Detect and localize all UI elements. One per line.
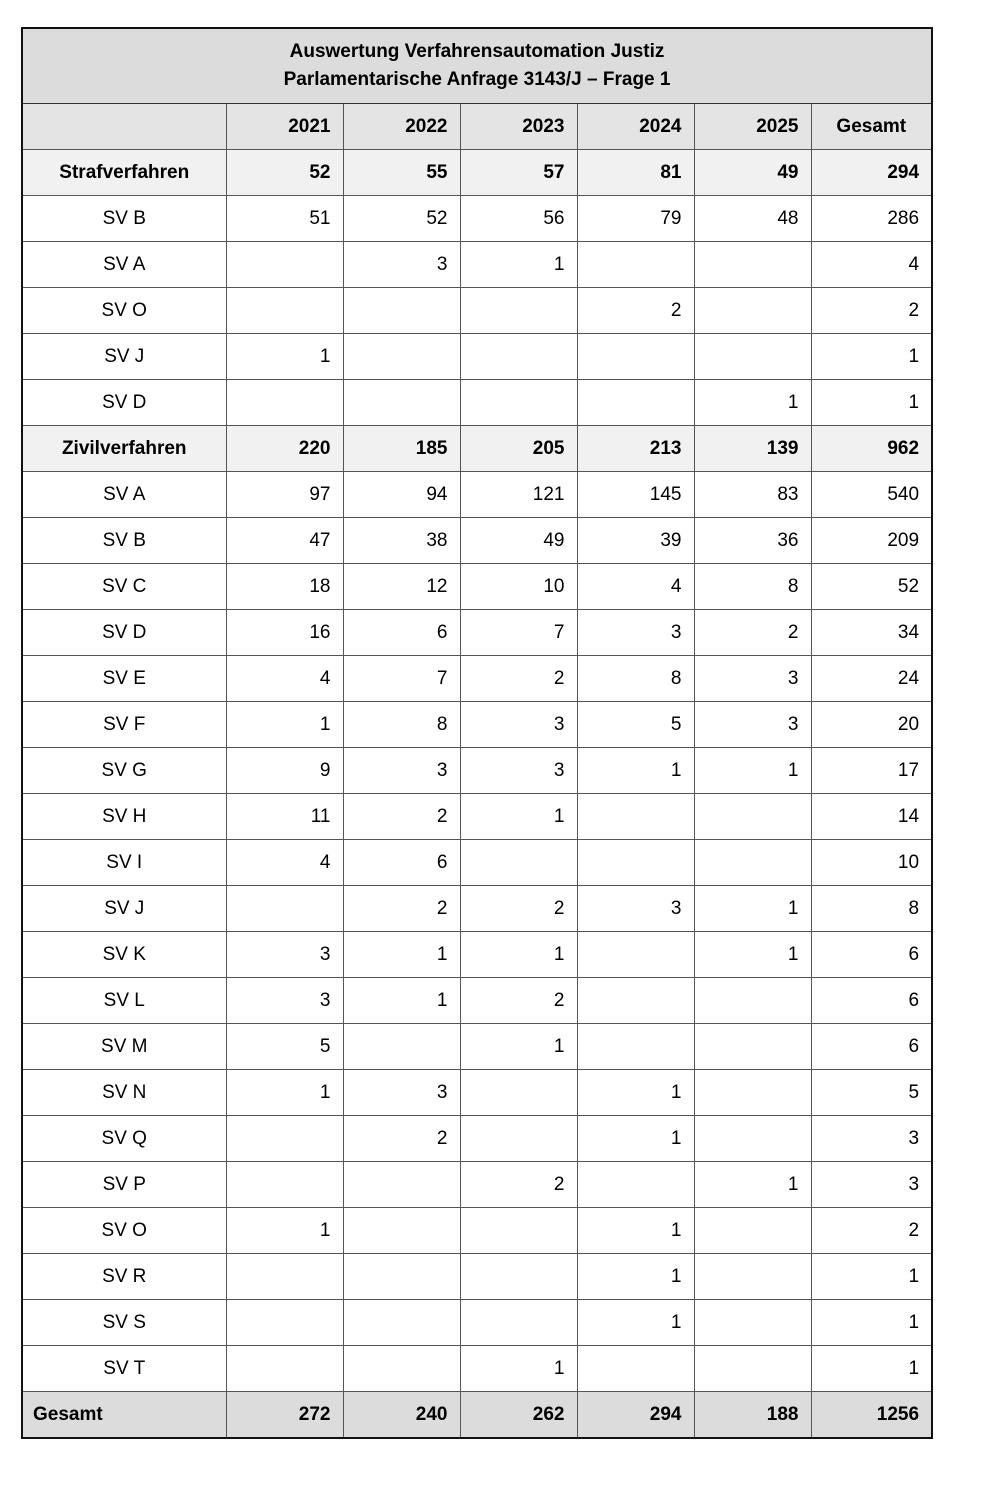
cell-2022: 55 (343, 150, 460, 196)
title-row (22, 28, 932, 104)
row-label: SV I (22, 840, 226, 886)
cell-2024 (577, 242, 694, 288)
cell-2023: 1 (460, 1024, 577, 1070)
cell-2024: 5 (577, 702, 694, 748)
cell-2021 (226, 1162, 343, 1208)
cell-2021: 16 (226, 610, 343, 656)
row-label: SV P (22, 1162, 226, 1208)
cell-2023: 2 (460, 978, 577, 1024)
cell-2023 (460, 288, 577, 334)
row-label: SV B (22, 518, 226, 564)
cell-gesamt: 2 (811, 288, 932, 334)
table-row (22, 932, 932, 978)
cell-2022 (343, 1254, 460, 1300)
cell-2023: 3 (460, 748, 577, 794)
cell-2022: 94 (343, 472, 460, 518)
cell-2022 (343, 1346, 460, 1392)
cell-2024: 3 (577, 610, 694, 656)
cell-2025: 139 (694, 426, 811, 472)
cell-gesamt: 2 (811, 1208, 932, 1254)
title-line-1: Auswertung Verfahrensautomation Justiz (289, 41, 665, 62)
cell-2022 (343, 1208, 460, 1254)
table-row (22, 656, 932, 702)
cell-2025 (694, 1116, 811, 1162)
cell-gesamt: 962 (811, 426, 932, 472)
cell-2022: 1 (343, 932, 460, 978)
cell-gesamt: 34 (811, 610, 932, 656)
cell-2024: 8 (577, 656, 694, 702)
cell-gesamt: 1 (811, 1254, 932, 1300)
cell-2021: 1 (226, 334, 343, 380)
cell-2025 (694, 242, 811, 288)
cell-2025: 1 (694, 1162, 811, 1208)
cell-2023: 1 (460, 794, 577, 840)
cell-2023: 7 (460, 610, 577, 656)
cell-2025 (694, 794, 811, 840)
group-label: Zivilverfahren (22, 426, 226, 472)
cell-2021: 18 (226, 564, 343, 610)
cell-2025 (694, 1300, 811, 1346)
cell-2024: 1 (577, 1208, 694, 1254)
cell-2024 (577, 1024, 694, 1070)
row-label: SV C (22, 564, 226, 610)
cell-2021: 4 (226, 840, 343, 886)
cell-2023: 1 (460, 932, 577, 978)
total-label: Gesamt (22, 1392, 226, 1439)
cell-gesamt: 209 (811, 518, 932, 564)
cell-2024: 39 (577, 518, 694, 564)
cell-2025 (694, 1346, 811, 1392)
cell-2024 (577, 978, 694, 1024)
cell-2021: 47 (226, 518, 343, 564)
cell-2022: 1 (343, 978, 460, 1024)
cell-2024 (577, 794, 694, 840)
table-body (22, 150, 932, 1392)
total-cell-2024: 294 (577, 1392, 694, 1439)
table-row (22, 610, 932, 656)
cell-2023: 49 (460, 518, 577, 564)
table-row (22, 242, 932, 288)
cell-2021 (226, 1116, 343, 1162)
cell-gesamt: 52 (811, 564, 932, 610)
cell-gesamt: 1 (811, 334, 932, 380)
row-label: SV M (22, 1024, 226, 1070)
cell-2021: 1 (226, 1070, 343, 1116)
table-row (22, 564, 932, 610)
total-cell-gesamt: 1256 (811, 1392, 932, 1439)
cell-2021 (226, 1346, 343, 1392)
cell-2025: 49 (694, 150, 811, 196)
cell-2024: 145 (577, 472, 694, 518)
cell-2025 (694, 1208, 811, 1254)
cell-2022: 8 (343, 702, 460, 748)
cell-2021: 4 (226, 656, 343, 702)
cell-gesamt: 14 (811, 794, 932, 840)
cell-2023: 2 (460, 1162, 577, 1208)
cell-2024: 1 (577, 1116, 694, 1162)
cell-2025 (694, 1070, 811, 1116)
header-cell-label (22, 104, 226, 150)
cell-2021 (226, 1254, 343, 1300)
row-label: SV J (22, 886, 226, 932)
row-label: SV D (22, 610, 226, 656)
row-label: SV D (22, 380, 226, 426)
cell-2023: 205 (460, 426, 577, 472)
cell-2024: 3 (577, 886, 694, 932)
cell-gesamt: 294 (811, 150, 932, 196)
header-cell-2023: 2023 (460, 104, 577, 150)
header-cell-2024: 2024 (577, 104, 694, 150)
cell-2022 (343, 1300, 460, 1346)
cell-2025: 1 (694, 886, 811, 932)
cell-2022: 3 (343, 748, 460, 794)
header-cell-gesamt: Gesamt (811, 104, 932, 150)
total-row (22, 1392, 932, 1439)
cell-2022: 52 (343, 196, 460, 242)
cell-2023 (460, 1254, 577, 1300)
cell-2023 (460, 1116, 577, 1162)
cell-2022: 6 (343, 840, 460, 886)
table-row (22, 840, 932, 886)
table-row (22, 1162, 932, 1208)
table-row (22, 886, 932, 932)
table-row (22, 380, 932, 426)
cell-2022: 3 (343, 242, 460, 288)
report-table (21, 27, 933, 1439)
cell-2023 (460, 1300, 577, 1346)
cell-2024 (577, 334, 694, 380)
cell-2025 (694, 1024, 811, 1070)
cell-2025: 2 (694, 610, 811, 656)
total-cell-2025: 188 (694, 1392, 811, 1439)
cell-2021 (226, 380, 343, 426)
row-label: SV J (22, 334, 226, 380)
cell-gesamt: 5 (811, 1070, 932, 1116)
cell-2024 (577, 1346, 694, 1392)
cell-gesamt: 17 (811, 748, 932, 794)
header-cell-2022: 2022 (343, 104, 460, 150)
cell-2021: 97 (226, 472, 343, 518)
row-label: SV H (22, 794, 226, 840)
cell-2023: 2 (460, 656, 577, 702)
cell-gesamt: 1 (811, 1300, 932, 1346)
table-row (22, 1300, 932, 1346)
cell-2021: 3 (226, 978, 343, 1024)
report-table-container (21, 27, 931, 1439)
cell-2025: 48 (694, 196, 811, 242)
table-row (22, 196, 932, 242)
cell-2022: 12 (343, 564, 460, 610)
cell-2021: 51 (226, 196, 343, 242)
cell-gesamt: 540 (811, 472, 932, 518)
group-row (22, 150, 932, 196)
table-row (22, 1070, 932, 1116)
cell-2022 (343, 334, 460, 380)
cell-2023: 1 (460, 1346, 577, 1392)
cell-2024 (577, 1162, 694, 1208)
cell-gesamt: 6 (811, 1024, 932, 1070)
cell-gesamt: 6 (811, 932, 932, 978)
table-row (22, 1024, 932, 1070)
cell-2021 (226, 1300, 343, 1346)
cell-2025: 3 (694, 656, 811, 702)
row-label: SV T (22, 1346, 226, 1392)
cell-2024: 1 (577, 1254, 694, 1300)
cell-2021: 5 (226, 1024, 343, 1070)
cell-2021: 52 (226, 150, 343, 196)
cell-2025: 8 (694, 564, 811, 610)
cell-2025: 3 (694, 702, 811, 748)
group-row (22, 426, 932, 472)
cell-2023: 10 (460, 564, 577, 610)
cell-2022 (343, 288, 460, 334)
cell-2023: 56 (460, 196, 577, 242)
cell-2024: 213 (577, 426, 694, 472)
cell-2021: 1 (226, 1208, 343, 1254)
cell-2024: 1 (577, 1300, 694, 1346)
row-label: SV G (22, 748, 226, 794)
table-title (22, 28, 932, 104)
cell-gesamt: 6 (811, 978, 932, 1024)
cell-gesamt: 4 (811, 242, 932, 288)
cell-2025 (694, 978, 811, 1024)
cell-gesamt: 8 (811, 886, 932, 932)
row-label: SV Q (22, 1116, 226, 1162)
total-cell-2021: 272 (226, 1392, 343, 1439)
cell-2023 (460, 334, 577, 380)
table-row (22, 288, 932, 334)
cell-gesamt: 1 (811, 380, 932, 426)
cell-2022: 2 (343, 1116, 460, 1162)
cell-2022 (343, 1024, 460, 1070)
cell-2025: 1 (694, 932, 811, 978)
cell-2021 (226, 288, 343, 334)
table-row (22, 1208, 932, 1254)
cell-2023: 3 (460, 702, 577, 748)
cell-2023: 1 (460, 242, 577, 288)
cell-2024 (577, 840, 694, 886)
group-label: Strafverfahren (22, 150, 226, 196)
table-row (22, 748, 932, 794)
cell-2022: 7 (343, 656, 460, 702)
total-cell-2022: 240 (343, 1392, 460, 1439)
cell-2025 (694, 288, 811, 334)
cell-2023 (460, 840, 577, 886)
cell-2023 (460, 1208, 577, 1254)
cell-gesamt: 3 (811, 1162, 932, 1208)
cell-gesamt: 1 (811, 1346, 932, 1392)
cell-2021 (226, 242, 343, 288)
cell-2022: 3 (343, 1070, 460, 1116)
cell-gesamt: 10 (811, 840, 932, 886)
cell-2025: 36 (694, 518, 811, 564)
cell-2023 (460, 380, 577, 426)
cell-gesamt: 286 (811, 196, 932, 242)
cell-2025 (694, 334, 811, 380)
total-cell-2023: 262 (460, 1392, 577, 1439)
cell-2022: 185 (343, 426, 460, 472)
row-label: SV A (22, 472, 226, 518)
cell-2023: 2 (460, 886, 577, 932)
cell-2022: 2 (343, 794, 460, 840)
cell-2025: 1 (694, 748, 811, 794)
cell-2021: 220 (226, 426, 343, 472)
cell-2021: 1 (226, 702, 343, 748)
cell-2025 (694, 1254, 811, 1300)
row-label: SV F (22, 702, 226, 748)
table-row (22, 794, 932, 840)
cell-2025 (694, 840, 811, 886)
cell-2022: 6 (343, 610, 460, 656)
cell-2022 (343, 1162, 460, 1208)
title-line-2: Parlamentarische Anfrage 3143/J – Frage 1 (283, 69, 671, 90)
cell-2022: 38 (343, 518, 460, 564)
cell-2024: 1 (577, 748, 694, 794)
row-label: SV O (22, 1208, 226, 1254)
cell-2024: 79 (577, 196, 694, 242)
row-label: SV S (22, 1300, 226, 1346)
cell-2023 (460, 1070, 577, 1116)
table-row (22, 1116, 932, 1162)
table-row (22, 334, 932, 380)
cell-gesamt: 3 (811, 1116, 932, 1162)
header-row (22, 104, 932, 150)
cell-2025: 83 (694, 472, 811, 518)
cell-2024: 4 (577, 564, 694, 610)
cell-2021: 11 (226, 794, 343, 840)
row-label: SV B (22, 196, 226, 242)
row-label: SV E (22, 656, 226, 702)
cell-2025: 1 (694, 380, 811, 426)
row-label: SV O (22, 288, 226, 334)
table-row (22, 978, 932, 1024)
table-row (22, 1254, 932, 1300)
row-label: SV R (22, 1254, 226, 1300)
table-row (22, 518, 932, 564)
cell-2024 (577, 380, 694, 426)
header-cell-2025: 2025 (694, 104, 811, 150)
cell-2024: 2 (577, 288, 694, 334)
row-label: SV L (22, 978, 226, 1024)
row-label: SV K (22, 932, 226, 978)
cell-gesamt: 24 (811, 656, 932, 702)
cell-2023: 121 (460, 472, 577, 518)
cell-2022 (343, 380, 460, 426)
table-row (22, 1346, 932, 1392)
cell-gesamt: 20 (811, 702, 932, 748)
table-row (22, 472, 932, 518)
header-cell-2021: 2021 (226, 104, 343, 150)
table-row (22, 702, 932, 748)
row-label: SV A (22, 242, 226, 288)
cell-2021: 9 (226, 748, 343, 794)
cell-2021 (226, 886, 343, 932)
cell-2024: 1 (577, 1070, 694, 1116)
cell-2023: 57 (460, 150, 577, 196)
row-label: SV N (22, 1070, 226, 1116)
cell-2021: 3 (226, 932, 343, 978)
cell-2024: 81 (577, 150, 694, 196)
cell-2022: 2 (343, 886, 460, 932)
cell-2024 (577, 932, 694, 978)
